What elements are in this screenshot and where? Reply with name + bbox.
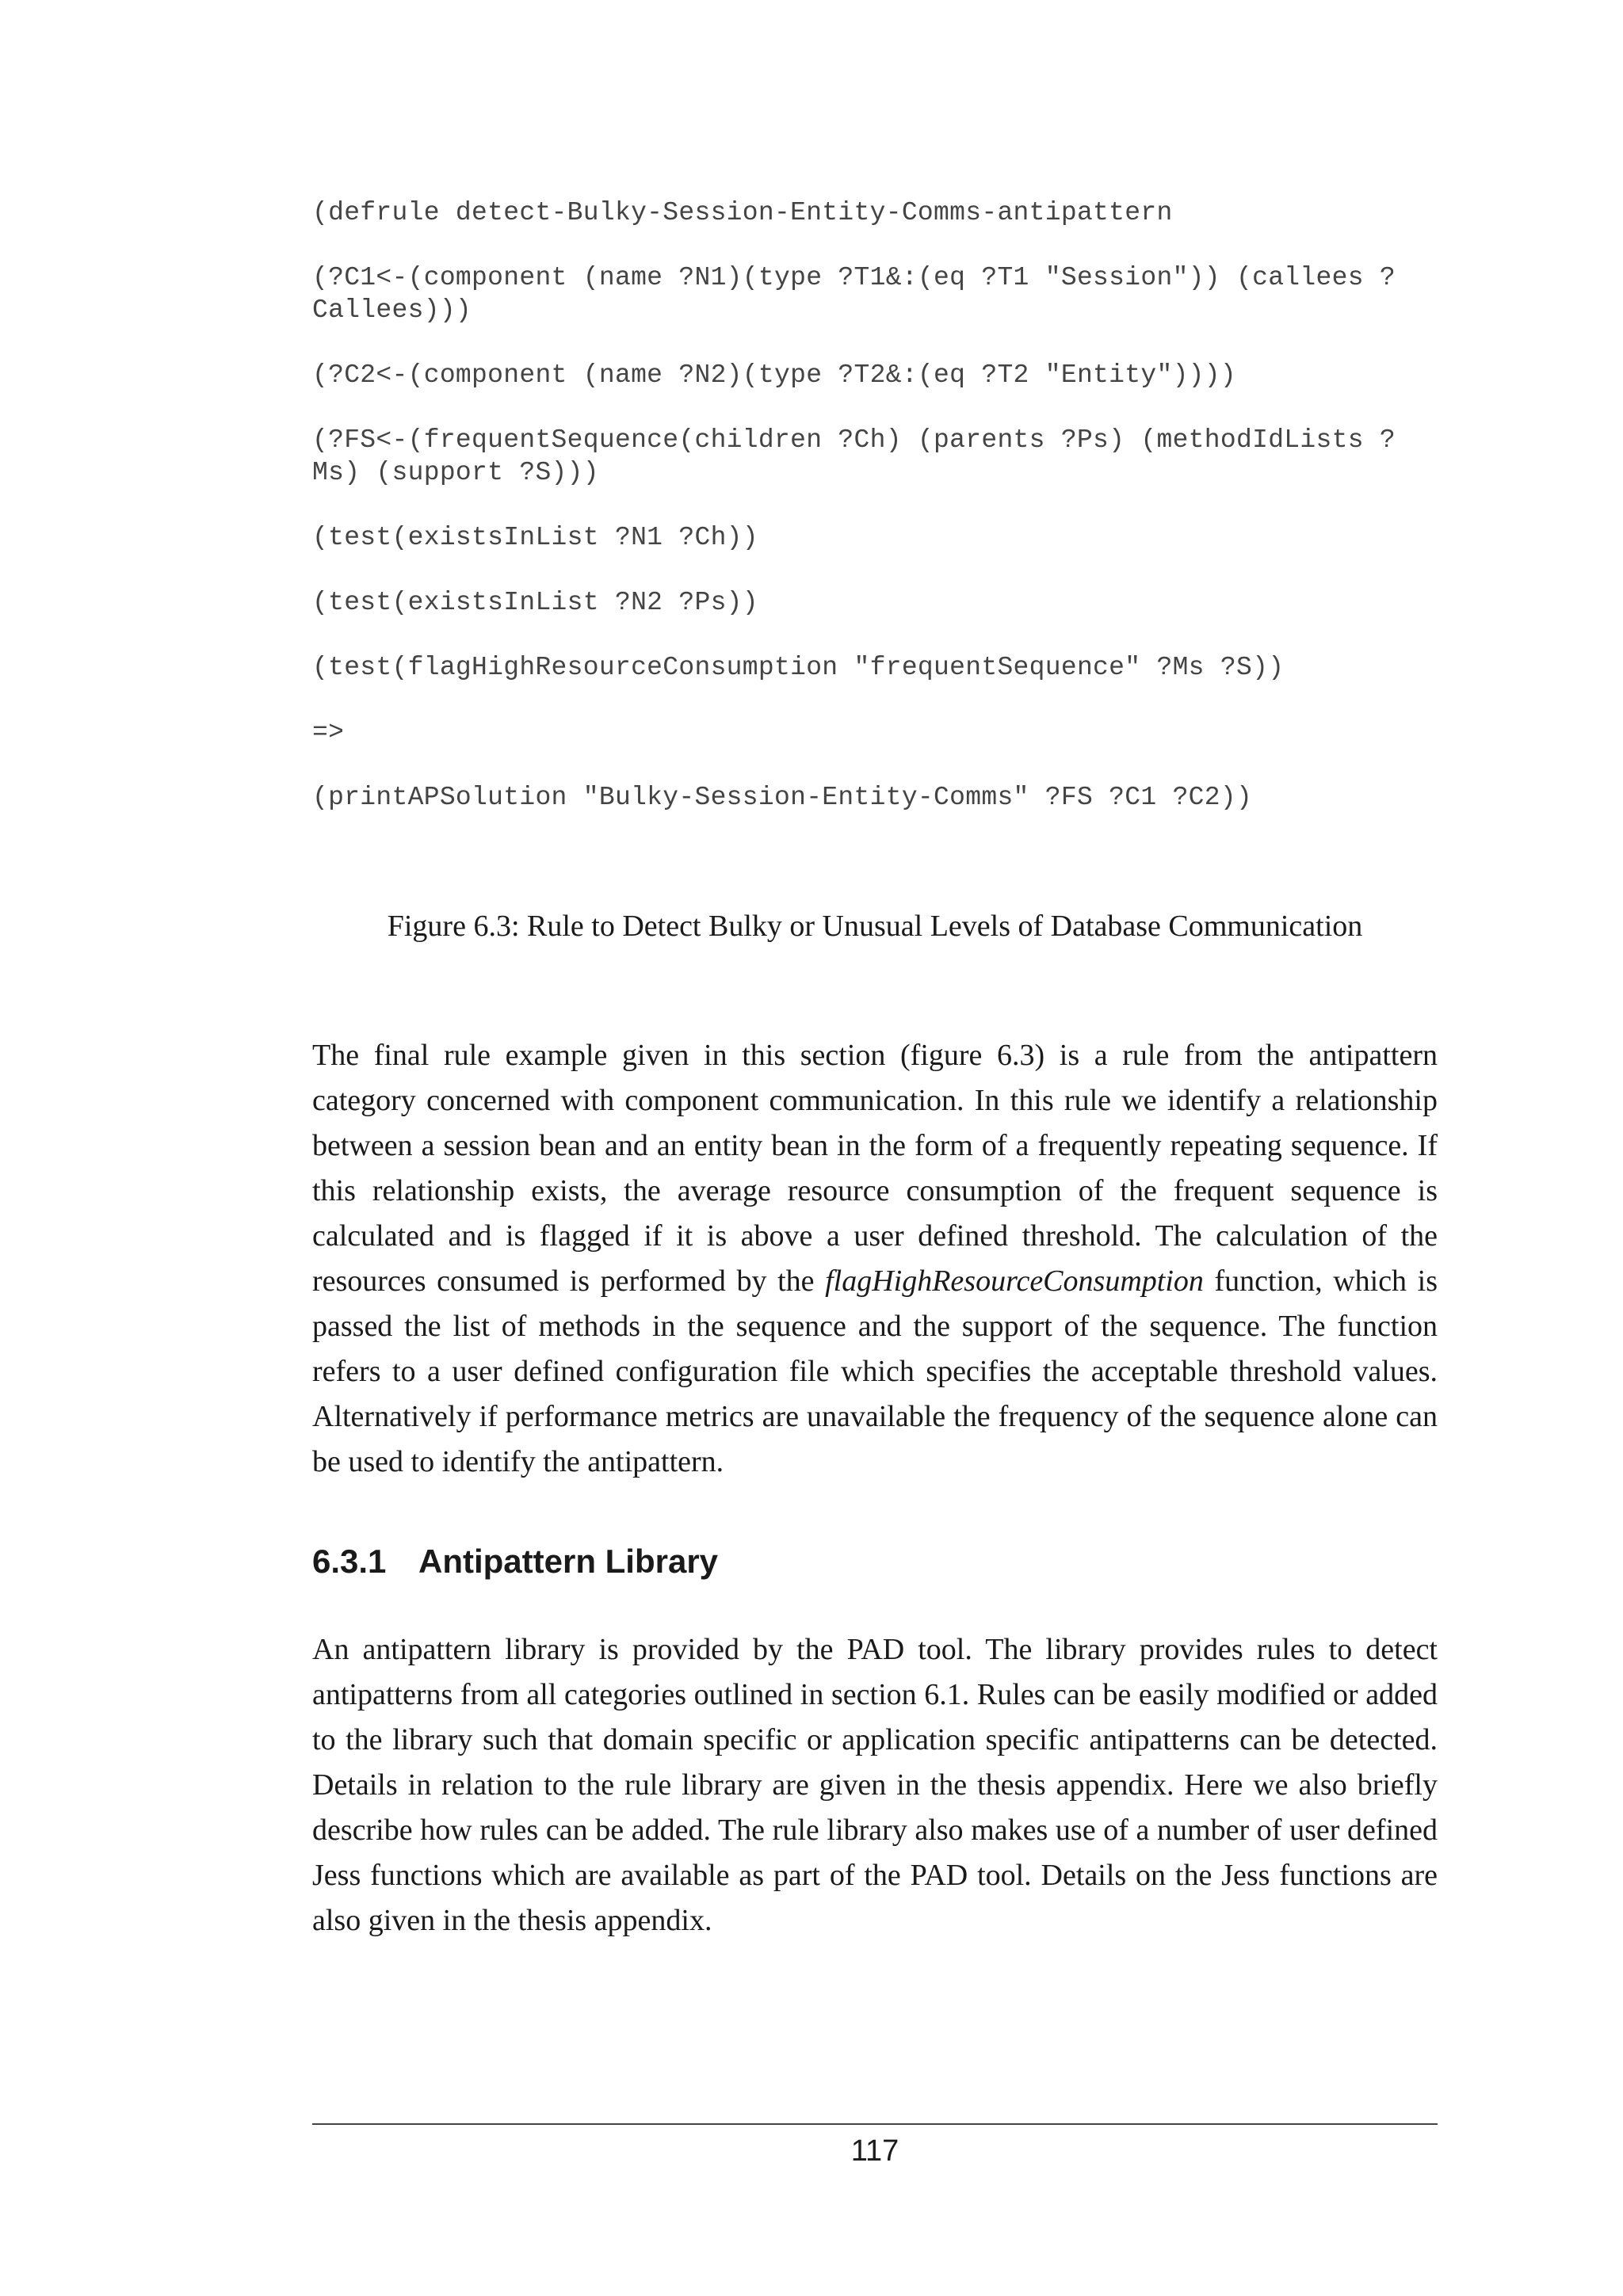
- code-line: (?C1<-(component (name ?N1)(type ?T1&:(eq ?T1 "Session")) (callees ?Callees))): [312, 263, 1396, 325]
- section-title: Antipattern Library: [418, 1543, 719, 1580]
- body-paragraph: An antipattern library is provided by the PAD tool. The library provides rules to detect antipatterns from all categories outlined in section 6.1. Rules can be easily modified or added to the library such that domain specific or application specific antipatterns can be detected. Details in relation to the rule library are given in the thesis appendix. Here we also briefly describe how rules can be added. The rule library also makes use of a number of user defined Jess functions which are available as part of the PAD tool. Details on the Jess functions are also given in the thesis appendix.: [312, 1633, 1438, 1937]
- paragraph-text: The final rule example given in this section (figure 6.3) is a rule from the antipattern category concerned with component communication. In this rule we identify a relationship between a session bean and an entity bean in the form of a frequently repeating sequence. If this relationship exists, the average resource consumption of the frequent sequence is calculated and is flagged if it is above a user defined threshold. The calculation of the resources consumed is performed by the: [312, 1039, 1438, 1298]
- page-number: 117: [850, 2134, 899, 2168]
- code-line: (printAPSolution "Bulky-Session-Entity-Comms" ?FS ?C1 ?C2)): [312, 783, 1253, 812]
- code-listing: [312, 196, 1406, 846]
- code-line: (defrule detect-Bulky-Session-Entity-Comms-antipattern: [312, 198, 1173, 227]
- code-line: (test(existsInList ?N1 ?Ch)): [312, 523, 758, 552]
- section-heading: [312, 1542, 718, 1581]
- body-paragraph: [312, 1033, 1438, 1485]
- function-name: flagHighResourceConsumption: [825, 1264, 1204, 1298]
- code-line: (test(existsInList ?N2 ?Ps)): [312, 588, 758, 617]
- section-number: 6.3.1: [312, 1543, 387, 1580]
- footer-divider: [312, 2123, 1438, 2125]
- code-line: (?FS<-(frequentSequence(children ?Ch) (parents ?Ps) (methodIdLists ?Ms) (support ?S))): [312, 425, 1396, 487]
- paragraph-text: function, which is passed the list of methods in the sequence and the support of the sequence. The function refers to a user defined configuration file which specifies the acceptable threshold values. Alternatively if performance metrics are unavailable the frequency of the sequence alone can be used to identify the antipattern.: [312, 1264, 1438, 1478]
- figure-caption: Figure 6.3: Rule to Detect Bulky or Unusual Levels of Database Communication: [387, 910, 1363, 943]
- code-line: (test(flagHighResourceConsumption "frequentSequence" ?Ms ?S)): [312, 653, 1285, 682]
- code-line: (?C2<-(component (name ?N2)(type ?T2&:(eq ?T2 "Entity")))): [312, 360, 1236, 390]
- code-line: =>: [312, 718, 345, 747]
